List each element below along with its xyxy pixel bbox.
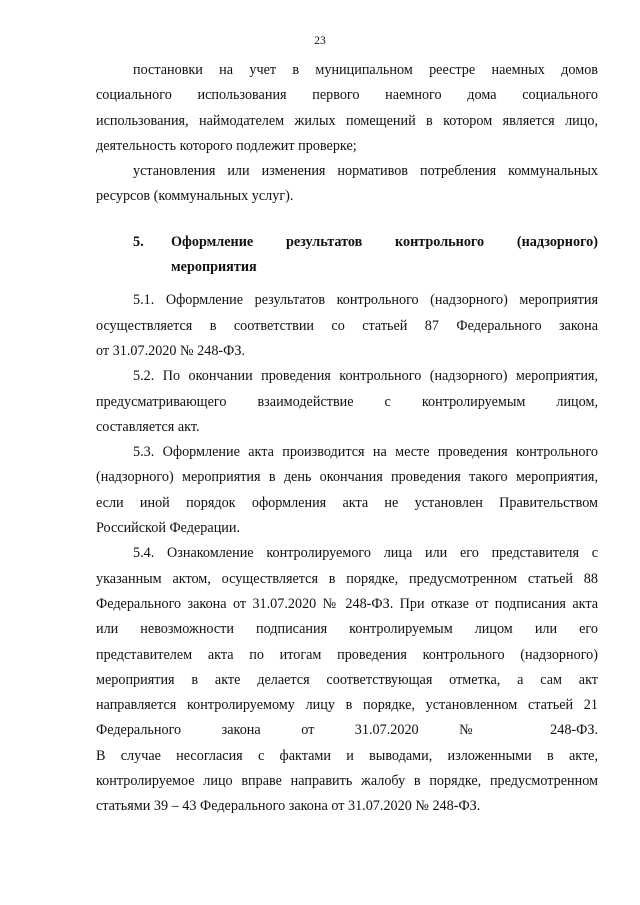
text-line: (надзорного) мероприятия в день окончания проведения такого мероприятия,	[96, 469, 598, 486]
paragraph-5-1	[96, 288, 598, 364]
section-number: 5.	[133, 233, 144, 250]
text-line: Федерального закона от 31.07.2020 № 248-ФЗ. При отказе от подписания акта	[96, 595, 598, 612]
text-line: представителем акта по итогам проведения контрольного (надзорного)	[96, 646, 598, 663]
text-line: 5.2. По окончании проведения контрольного (надзорного) мероприятия,	[133, 368, 598, 385]
text-line: Федерального закона от 31.07.2020 № 248-ФЗ.	[96, 722, 598, 739]
paragraph-5-3	[96, 440, 598, 541]
text-line: В случае несогласия с фактами и выводами, изложенными в акте,	[96, 747, 598, 764]
text-line: 5.4. Ознакомление контролируемого лица или его представителя с	[133, 545, 598, 562]
paragraph-5-2	[96, 364, 598, 440]
text-line: использования, наймодателем жилых помещений в котором является лицо,	[96, 112, 598, 129]
paragraph-registry	[96, 58, 598, 159]
text-line: или невозможности подписания контролируемым лицом или его	[96, 621, 598, 638]
section-heading	[96, 230, 598, 281]
text-line: установления или изменения нормативов потребления коммунальных	[133, 163, 598, 180]
page-number: 23	[314, 35, 326, 47]
text-line: статьями 39 – 43 Федерального закона от 31.07.2020 № 248-ФЗ.	[96, 798, 481, 815]
section-title: Оформление результатов контрольного (надзорного)	[171, 233, 598, 250]
text-line: постановки на учет в муниципальном реестре наемных домов	[133, 62, 598, 78]
section-title-continued: мероприятия	[171, 259, 257, 276]
text-line: мероприятия в акте делается соответствующая отметка, а сам акт	[96, 671, 598, 688]
text-line: социального использования первого наемного дома социального	[96, 87, 598, 104]
text-line: ресурсов (коммунальных услуг).	[96, 188, 294, 205]
paragraph-5-4	[96, 541, 598, 819]
text-line: направляется контролируемому лицу в порядке, установленном статьей 21	[96, 697, 598, 714]
text-line: контролируемое лицо вправе направить жалобу в порядке, предусмотренном	[96, 773, 598, 790]
paragraph-norms	[96, 159, 598, 210]
text-line: если иной порядок оформления акта не установлен Правительством	[96, 494, 598, 511]
text-line: указанным актом, осуществляется в порядке, предусмотренном статьей 88	[96, 570, 598, 587]
text-line: Российской Федерации.	[96, 520, 241, 537]
text-line: деятельность которого подлежит проверке;	[96, 137, 357, 154]
text-line: от 31.07.2020 № 248-ФЗ.	[96, 342, 245, 359]
text-line: осуществляется в соответствии со статьей 87 Федерального закона	[96, 317, 598, 334]
text-line: предусматривающего взаимодействие с контролируемым лицом,	[96, 393, 598, 410]
text-line: 5.1. Оформление результатов контрольного (надзорного) мероприятия	[133, 292, 598, 309]
text-line: составляется акт.	[96, 418, 200, 435]
text-line: 5.3. Оформление акта производится на месте проведения контрольного	[133, 444, 598, 461]
document-body	[96, 58, 598, 820]
